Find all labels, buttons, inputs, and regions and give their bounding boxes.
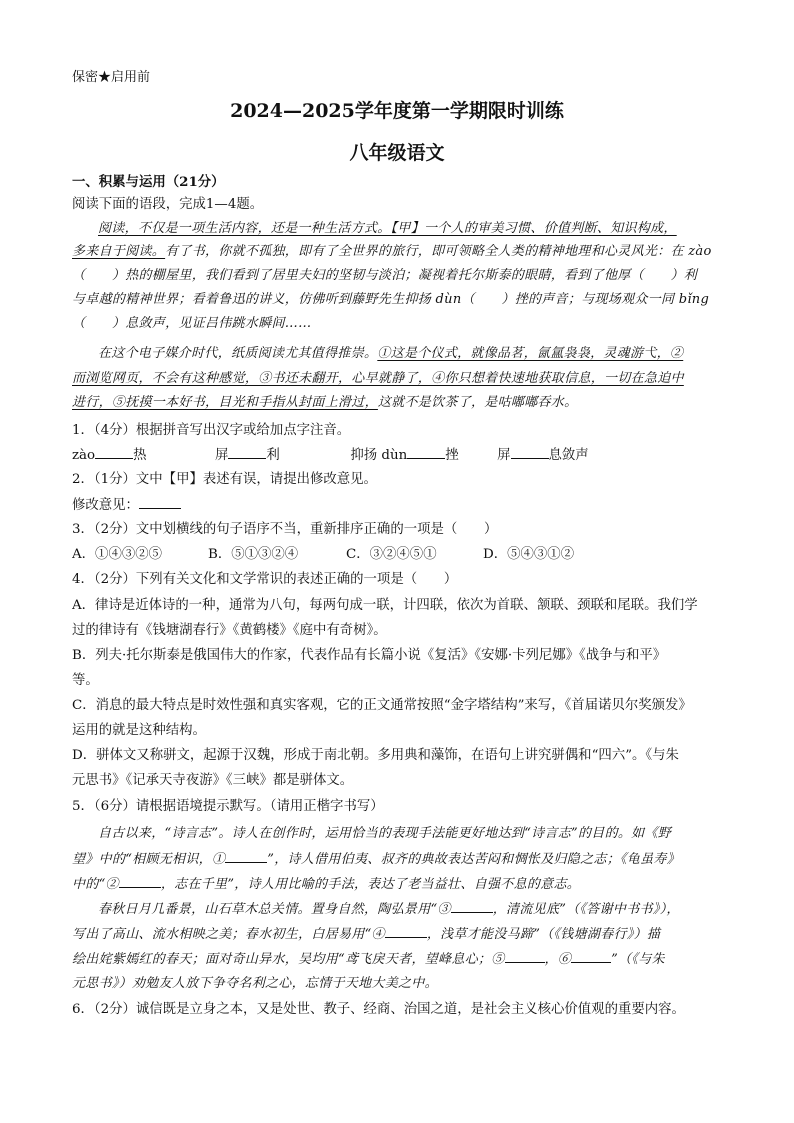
passage-line-1 xyxy=(72,218,748,240)
passage-line-7 xyxy=(72,368,722,390)
q5-blank-5[interactable] xyxy=(505,948,545,963)
question-2-stem: 2．（1分）文中【甲】表述有误，请提出修改意见。 xyxy=(72,472,377,487)
section-intro: 阅读下面的语段，完成1—4题。 xyxy=(72,197,264,212)
q1-item-3-pinyin: 抑扬 dùn xyxy=(350,448,408,463)
passage-line-4: 与卓越的精神世界；看着鲁迅的讲义，仿佛听到藤野先生抑扬 dùn（ ）挫的声音；与现场观众一同 bǐng xyxy=(72,292,710,307)
question-2-answer xyxy=(72,494,722,517)
q4-option-c-line1: C．消息的最大特点是时效性强和真实客观，它的正文通常按照“金字塔结构”来写，《首届诺贝尔奖颁发》 xyxy=(72,698,692,713)
q5-para1-line3 xyxy=(72,873,722,896)
q4-option-d-line2: 元思书》《记承天寺夜游》《三峡》都是骈体文。 xyxy=(72,773,354,788)
q1-item-1-pinyin: zào xyxy=(72,448,96,463)
q5-text: 中的“② xyxy=(72,877,119,892)
q5-para2-line4: 元思书》）劝勉友人放下争夺名利之心，忘情于天地大美之中。 xyxy=(72,976,438,991)
exam-subtitle: 八年级语文 xyxy=(349,142,445,164)
q4-option-a-line1: A．律诗是近体诗的一种，通常为八句，每两句成一联，计四联，依次为首联、颔联、颈联和尾联。我们学 xyxy=(72,598,698,613)
q4-option-c-line2: 运用的就是这种结构。 xyxy=(72,723,206,738)
q5-blank-4[interactable] xyxy=(385,923,427,938)
q2-answer-blank[interactable] xyxy=(139,494,181,509)
question-4-stem: 4．（2分）下列有关文化和文学常识的表述正确的一项是（ ） xyxy=(72,572,458,587)
passage-underlined-8: 进行，⑤抚摸一本好书，目光和手指从封面上滑过， xyxy=(72,395,378,410)
q1-item-2-tail: 利 xyxy=(266,448,280,463)
passage-underlined-6: ①这是个仪式，就像品茗，氤氲袅袅，灵魂游弋，② xyxy=(377,346,684,361)
q5-para2-line2 xyxy=(72,923,722,946)
q5-text: 望》中的“相顾无相识，① xyxy=(72,852,226,867)
q1-blank-4[interactable] xyxy=(511,444,549,459)
q5-text: ，清流见底”（《答谢中书书》）， xyxy=(492,902,680,917)
question-1-items xyxy=(72,444,722,467)
passage-line-8 xyxy=(72,392,722,414)
q1-item-3-tail: 挫 xyxy=(445,448,459,463)
q5-para2-line3 xyxy=(72,948,722,971)
q5-blank-1[interactable] xyxy=(225,848,267,863)
q5-para2-line1 xyxy=(72,898,748,921)
q5-text: 春秋日月几番景，山石草木总关情。置身自然，陶弘景用“③ xyxy=(98,902,451,917)
passage-text-6: 在这个电子媒介时代，纸质阅读尤其值得推崇。 xyxy=(98,346,378,361)
confidential-label: 保密★启用前 xyxy=(72,70,151,85)
q1-blank-3[interactable] xyxy=(407,444,445,459)
q4-option-a-line2: 过的律诗有《钱塘湖春行》《黄鹤楼》《庭中有奇树》。 xyxy=(72,623,387,638)
passage-underlined-7: 而浏览网页，不会有这种感觉，③书还未翻开，心早就静了，④你只想着快速地获取信息，一切在急迫中 xyxy=(72,371,684,386)
passage-line-3: （ ）热的棚屋里，我们看到了居里夫妇的坚韧与淡泊；凝视着托尔斯泰的眼睛，看到了他厚（ ）利 xyxy=(72,268,698,283)
q5-text: 绘出姹紫嫣红的春天；面对奇山异水，吴均用“鸢飞戾天者，望峰息心；⑤ xyxy=(72,952,505,967)
q3-option-c[interactable]: C．③②④⑤① xyxy=(346,547,437,562)
q4-option-b-line2: 等。 xyxy=(72,673,99,688)
q1-item-2-char: 屏 xyxy=(215,448,229,463)
passage-text-2: 有了书，你就不孤独，即有了全世界的旅行，即可领略全人类的精神地理和心灵风光：在 zào xyxy=(165,244,712,259)
q5-blank-3[interactable] xyxy=(451,898,493,913)
question-1-stem: 1．（4分）根据拼音写出汉字或给加点字注音。 xyxy=(72,423,351,438)
q2-answer-label: 修改意见： xyxy=(72,498,139,513)
q3-option-d[interactable]: D．⑤④③①② xyxy=(483,547,575,562)
question-3-options xyxy=(72,544,722,566)
passage-line-5: （ ）息敛声，见证吕伟跳水瞬间…… xyxy=(72,316,312,331)
question-5-stem: 5．（6分）请根据语境提示默写。（请用正楷字书写） xyxy=(72,799,384,814)
q1-item-1-char: 热 xyxy=(133,448,147,463)
q5-para1-line1: 自古以来，“诗言志”。诗人在创作时，运用恰当的表现手法能更好地达到“诗言志”的目的。如《野 xyxy=(98,826,672,841)
q1-blank-1[interactable] xyxy=(95,444,133,459)
q3-option-b[interactable]: B．⑤①③②④ xyxy=(208,547,299,562)
passage-text-8: 这就不是饮茶了，是咕嘟嘟吞水。 xyxy=(377,395,578,410)
passage-underlined-1: 阅读，不仅是一项生活内容，还是一种生活方式。【甲】一个人的审美习惯、价值判断、知识构成， xyxy=(98,221,677,236)
q5-text: ，⑥ xyxy=(544,952,572,967)
q5-text: 写出了高山、流水相映之美；春水初生，白居易用“④ xyxy=(72,927,385,942)
question-6-stem: 6．（2分）诚信既是立身之本，又是处世、教子、经商、治国之道，是社会主义核心价值观的重要内容。 xyxy=(72,1002,685,1017)
exam-title: 2024—2025学年度第一学期限时训练 xyxy=(230,100,564,122)
q5-text: ”（《与朱 xyxy=(611,952,665,967)
q3-option-a[interactable]: A．①④③②⑤ xyxy=(72,547,163,562)
question-3-stem: 3．（2分）文中划横线的句子语序不当，重新排序正确的一项是（ ） xyxy=(72,522,498,537)
section-heading: 一、积累与运用（21分） xyxy=(72,174,225,190)
q5-blank-6[interactable] xyxy=(571,948,611,963)
q5-text: ”，诗人借用伯夷、叔齐的典故表达苦闷和惆怅及归隐之志；《龟虽寿》 xyxy=(267,852,680,867)
q1-item-4-tail: 息敛声 xyxy=(548,448,589,463)
q5-text: ，志在千里”，诗人用比喻的手法，表达了老当益壮、自强不息的意志。 xyxy=(160,877,581,892)
passage-underlined-2: 多来自于阅读。 xyxy=(72,244,166,259)
q4-option-d-line1: D．骈体文又称骈文，起源于汉魏，形成于南北朝。多用典和藻饰，在语句上讲究骈偶和“四六”。《与朱 xyxy=(72,748,679,763)
passage-line-6 xyxy=(72,343,748,365)
q5-text: ，浅草才能没马蹄”（《钱塘湖春行》）描 xyxy=(426,927,661,942)
q1-blank-2[interactable] xyxy=(228,444,266,459)
q1-item-4-char: 屏 xyxy=(497,448,511,463)
passage-line-2 xyxy=(72,241,722,263)
q5-blank-2[interactable] xyxy=(119,873,161,888)
q4-option-b-line1: B．列夫·托尔斯泰是俄国伟大的作家，代表作品有长篇小说《复活》《安娜·卡列尼娜》《战争与和平》 xyxy=(72,648,667,663)
q5-para1-line2 xyxy=(72,848,722,871)
